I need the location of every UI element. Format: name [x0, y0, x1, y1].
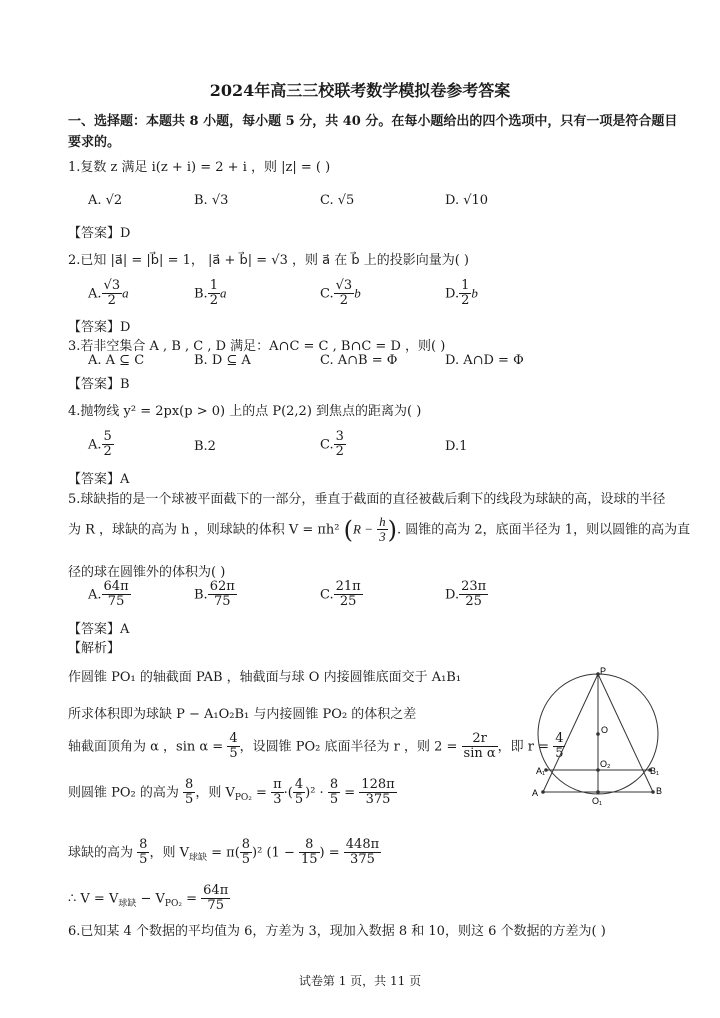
section-heading-line2: 要求的。 [68, 135, 121, 150]
analysis-text: ·( [283, 785, 293, 801]
analysis-fraction [344, 838, 381, 868]
question-4-option-a [88, 430, 114, 460]
question-5-stem-line2 [68, 515, 690, 545]
question-6-stem: 6.已知某 4 个数据的平均值为 6，方差为 3，现加入数据 8 和 10，则这 6 个数据的方差为( ) [68, 924, 606, 939]
fraction-numerator: 448π [345, 837, 380, 852]
question-4-answer: 【答案】A [68, 472, 130, 487]
analysis-subscript: PO₂ [234, 792, 252, 803]
question-1-answer: 【答案】D [68, 226, 131, 241]
question-3-answer: 【答案】B [68, 377, 130, 392]
fraction-numerator: 8 [241, 837, 251, 852]
label-o1: O₁ [592, 796, 603, 806]
fraction-denominator: 5 [555, 746, 564, 762]
fraction-numerator: π [273, 777, 282, 792]
question-5-option-b [194, 580, 237, 610]
analysis-fraction [359, 778, 396, 808]
fraction-numerator: 1 [461, 278, 470, 293]
stem-text: 为 R ，球缺的高为 h ，则球缺的体积 V = πh² [68, 522, 340, 538]
fraction-denominator: 2 [339, 293, 349, 309]
option-vector: a⃗ [219, 285, 237, 301]
analysis-fraction [137, 838, 149, 868]
option-fraction [208, 279, 220, 309]
question-5-option-c [320, 580, 363, 610]
analysis-line-2: 所求体积即为球缺 P − A₁O₂B₁ 与内接圆锥 PO₂ 的体积之差 [68, 707, 417, 722]
fraction-denominator: 5 [329, 792, 339, 808]
analysis-fraction [328, 778, 340, 808]
option-prefix: B. [194, 286, 208, 302]
fraction-denominator: 2 [335, 444, 344, 460]
option-prefix: D. [445, 286, 460, 302]
label-o: O [601, 725, 609, 735]
analysis-line-4 [68, 778, 397, 808]
option-vector: b⃗ [471, 285, 488, 301]
option-fraction [102, 580, 131, 610]
fraction-denominator: 15 [300, 852, 318, 868]
analysis-text: ，即 r = [497, 739, 550, 755]
analysis-fraction [227, 732, 239, 762]
fraction-denominator: sin α [463, 746, 496, 762]
fraction-denominator: 5 [229, 746, 238, 762]
label-a: A [532, 788, 539, 798]
fraction-denominator: 5 [139, 852, 148, 868]
label-b: B [656, 786, 663, 796]
question-4-option-d: D.1 [445, 439, 468, 454]
fraction-denominator: 25 [465, 594, 482, 610]
option-fraction [102, 430, 114, 460]
analysis-text: = π( [211, 845, 240, 861]
point-a [541, 790, 545, 794]
fraction-denominator: 5 [241, 852, 251, 868]
paren-close: ) [387, 515, 397, 544]
page-title: 2024年高三三校联考数学模拟卷参考答案 [209, 81, 511, 100]
cone-edge-left [543, 674, 598, 792]
fraction-denominator: 3 [273, 792, 282, 808]
fraction-numerator: 8 [185, 777, 194, 792]
stem-text: . 圆锥的高为 2，底面半径为 1，则以圆锥的高为直 [397, 522, 691, 538]
question-5-stem-line1: 5.球缺指的是一个球被平面截下的一部分，垂直于截面的直径被截后剩下的线段为球缺的高，设球的半径 [68, 492, 666, 507]
question-3-stem: 3.若非空集合 A , B , C , D 满足：A∩C = C , B∩C = D ，则( ) [68, 339, 446, 354]
fraction-numerator: 1 [209, 278, 218, 293]
question-1-option-c: C. √5 [320, 193, 355, 208]
analysis-line-5 [68, 838, 381, 868]
option-fraction [334, 580, 363, 610]
question-1-option-b: B. √3 [194, 193, 229, 208]
analysis-text: ) = [319, 845, 340, 861]
question-2-option-a [88, 279, 139, 309]
analysis-line-3 [68, 732, 565, 762]
fraction-denominator: 5 [185, 792, 194, 808]
fraction-numerator: 128π [361, 777, 395, 792]
fraction-denominator: 2 [107, 293, 116, 309]
analysis-fraction [271, 778, 284, 808]
fraction-numerator: 8 [299, 838, 320, 853]
fraction-numerator: 64π [203, 883, 229, 898]
analysis-text: ，则 V [149, 845, 189, 861]
fraction-denominator: 5 [294, 792, 304, 808]
fraction-denominator: 2 [461, 293, 470, 309]
analysis-text: 则圆锥 PO₂ 的高为 [68, 785, 179, 801]
point-b [651, 790, 655, 794]
question-2-option-c [320, 279, 371, 309]
question-3-option-b: B. D ⊆ A [194, 353, 251, 368]
fraction-numerator: 8 [139, 837, 148, 852]
option-fraction [334, 279, 355, 309]
fraction-denominator: 375 [350, 852, 375, 868]
question-2-option-d [445, 279, 488, 309]
fraction-denominator: 2 [103, 444, 112, 460]
fraction-numerator: 62π [209, 579, 235, 594]
analysis-line-6 [68, 884, 230, 914]
option-prefix: D. [445, 587, 460, 603]
analysis-fraction [293, 778, 305, 808]
analysis-text: = [186, 891, 198, 907]
option-prefix: C. [320, 587, 334, 603]
fraction-numerator: 23π [461, 579, 487, 594]
option-prefix: C. [320, 437, 334, 453]
fraction-denominator: 75 [213, 594, 231, 610]
fraction-denominator: 3 [379, 529, 386, 545]
fraction-numerator: 4 [294, 777, 304, 792]
point-o1 [596, 790, 600, 794]
label-p: P [600, 666, 607, 676]
analysis-text: )² (1 − [252, 845, 295, 861]
analysis-fraction [183, 778, 195, 808]
fraction-numerator: h [379, 514, 386, 529]
analysis-text: )² · [305, 785, 324, 801]
option-fraction [334, 430, 346, 460]
question-1-option-a: A. √2 [88, 193, 123, 208]
analysis-text: 球缺的高为 [68, 845, 134, 861]
option-fraction [459, 279, 471, 309]
stem-text: R − [353, 521, 373, 537]
fraction-numerator: 5 [103, 429, 112, 444]
fraction-denominator: 375 [365, 792, 391, 808]
question-3-option-a: A. A ⊆ C [88, 353, 145, 368]
sphere-cone-diagram [528, 664, 678, 814]
option-fraction [102, 279, 123, 309]
analysis-subscript: 球缺 [118, 898, 137, 909]
option-prefix: A. [88, 437, 102, 453]
option-vector: a⃗ [122, 285, 139, 301]
fraction-denominator: 25 [339, 594, 357, 610]
analysis-subscript: 球缺 [188, 852, 207, 863]
analysis-fraction [299, 838, 320, 868]
label-a1: A₁ [536, 766, 546, 776]
analysis-text: ∴ V = V [68, 891, 119, 907]
question-1-option-d: D. √10 [445, 193, 489, 208]
analysis-text: = [256, 785, 267, 801]
analysis-fraction [462, 732, 498, 762]
question-1-stem: 1.复数 z 满足 i(z + i) = 2 + i ，则 |z| = ( ) [68, 160, 331, 175]
option-fraction [208, 580, 237, 610]
section-heading-line1: 一、选择题：本题共 8 小题，每小题 5 分，共 40 分。在每小题给出的四个选项中，只有一项是符合题目 [68, 114, 678, 129]
fraction-numerator: 4 [229, 731, 238, 746]
paren-open: ( [343, 515, 354, 544]
point-o [596, 732, 600, 736]
fraction-numerator: 4 [555, 731, 564, 746]
fraction-numerator: 3 [335, 429, 344, 444]
analysis-line-1: 作圆锥 PO₁ 的轴截面 PAB ，轴截面与球 O 内接圆锥底面交于 A₁B₁ [68, 670, 462, 685]
fraction-denominator: 75 [107, 594, 125, 610]
analysis-fraction [240, 838, 252, 868]
question-5-answer: 【答案】A [68, 622, 130, 637]
analysis-subscript: PO₂ [164, 898, 182, 909]
fraction-numerator: 8 [329, 777, 339, 792]
analysis-text: − V [140, 891, 165, 907]
fraction-numerator: √3 [103, 278, 121, 293]
option-prefix: B. [194, 587, 208, 603]
question-2-stem: 2.已知 |a⃗| = |b⃗| = 1， |a⃗ + b⃗| = √3 ，则 a⃗ 在 b⃗ 上的投影向量为( ) [68, 253, 469, 268]
fraction-numerator: 64π [103, 579, 129, 594]
analysis-text: ，则 V [195, 785, 235, 801]
question-2-answer: 【答案】D [68, 320, 131, 335]
question-5-option-d [445, 580, 488, 610]
fraction-denominator: 75 [207, 898, 224, 914]
question-4-option-c [320, 430, 346, 460]
question-2-option-b [194, 279, 237, 309]
analysis-fraction [201, 884, 230, 914]
option-prefix: C. [320, 286, 334, 302]
question-3-option-c: C. A∩B = Φ [320, 353, 398, 368]
stem-fraction [377, 515, 388, 545]
option-fraction [459, 580, 488, 610]
option-prefix: A. [88, 587, 102, 603]
label-o2: O₂ [600, 759, 611, 769]
analysis-text: ，设圆锥 PO₂ 底面半径为 r ，则 2 = [239, 739, 458, 755]
question-4-stem: 4.抛物线 y² = 2px(p > 0) 上的点 P(2,2) 到焦点的距离为( ) [68, 404, 422, 419]
analysis-text: 轴截面顶角为 α ，sin α = [68, 739, 224, 755]
option-prefix: A. [88, 286, 102, 302]
question-3-option-d: D. A∩D = Φ [445, 353, 524, 368]
fraction-numerator: √3 [335, 278, 353, 293]
label-b1: B₁ [650, 766, 660, 776]
question-5-stem-line3: 径的球在圆锥外的体积为( ) [68, 565, 226, 580]
question-5-analysis-label: 【解析】 [68, 641, 121, 656]
analysis-text: = [344, 785, 356, 801]
fraction-numerator: 21π [335, 579, 361, 594]
page-footer: 试卷第 1 页，共 11 页 [298, 974, 422, 988]
question-4-option-b: B.2 [194, 439, 216, 454]
question-5-option-a [88, 580, 131, 610]
fraction-denominator: 2 [209, 293, 218, 309]
option-vector: b⃗ [354, 285, 371, 301]
fraction-numerator: 2r [462, 732, 498, 747]
